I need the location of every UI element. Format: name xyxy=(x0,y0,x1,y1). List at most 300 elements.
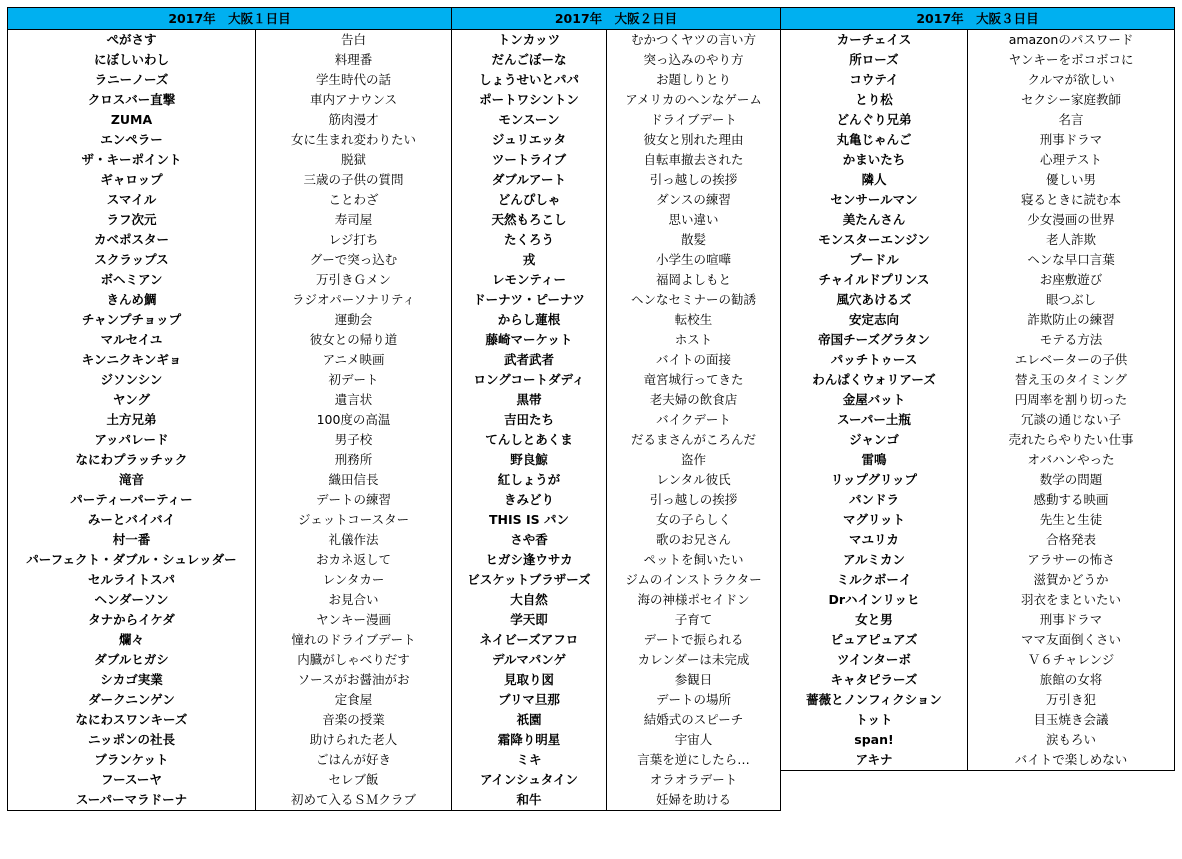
topic-cell: amazonのパスワード xyxy=(968,30,1175,51)
topic-cell: 引っ越しの挨拶 xyxy=(607,170,781,190)
table-row xyxy=(8,190,452,210)
topic-cell: おカネ返して xyxy=(256,550,452,570)
topic-cell: レンタル彼氏 xyxy=(607,470,781,490)
topic-cell: 初めて入るＳＭクラブ xyxy=(256,790,452,811)
topic-cell: レンタカー xyxy=(256,570,452,590)
day1-header: 2017年 大阪１日目 xyxy=(8,8,452,30)
combo-name-cell: どんぴしゃ xyxy=(452,190,607,210)
combo-name-cell: セルライトスパ xyxy=(8,570,256,590)
topic-cell: 転校生 xyxy=(607,310,781,330)
table-row xyxy=(8,30,452,51)
combo-name-cell: ヤング xyxy=(8,390,256,410)
combo-name-cell: スマイル xyxy=(8,190,256,210)
table-row xyxy=(452,770,781,790)
topic-cell: 刑事ドラマ xyxy=(968,130,1175,150)
topic-cell: ソースがお醤油がお xyxy=(256,670,452,690)
combo-name-cell: 天然もろこし xyxy=(452,210,607,230)
combo-name-cell: パーフェクト・ダブル・シュレッダー xyxy=(8,550,256,570)
table-row xyxy=(452,610,781,630)
topic-cell: ごはんが好き xyxy=(256,750,452,770)
topic-cell: 感動する映画 xyxy=(968,490,1175,510)
combo-name-cell: カーチェイス xyxy=(781,30,968,51)
combo-name-cell: ビスケットブラザーズ xyxy=(452,570,607,590)
topic-cell: 名言 xyxy=(968,110,1175,130)
combo-name-cell: しょうせいとパパ xyxy=(452,70,607,90)
topic-cell: ラジオパーソナリティ xyxy=(256,290,452,310)
combo-name-cell: トンカッツ xyxy=(452,30,607,51)
combo-name-cell: ザ・キーポイント xyxy=(8,150,256,170)
table-row xyxy=(8,450,452,470)
combo-name-cell: シカゴ実業 xyxy=(8,670,256,690)
combo-name-cell: 武者武者 xyxy=(452,350,607,370)
table-row xyxy=(452,370,781,390)
day3-header: 2017年 大阪３日目 xyxy=(781,8,1175,30)
table-row xyxy=(8,150,452,170)
combo-name-cell: レモンティー xyxy=(452,270,607,290)
topic-cell: レジ打ち xyxy=(256,230,452,250)
combo-name-cell: ぺがさす xyxy=(8,30,256,51)
table-row xyxy=(781,250,1175,270)
table-row xyxy=(781,550,1175,570)
combo-name-cell: 雷鳴 xyxy=(781,450,968,470)
table-row xyxy=(781,390,1175,410)
topic-cell: 旅館の女将 xyxy=(968,670,1175,690)
topic-cell: 優しい男 xyxy=(968,170,1175,190)
topic-cell: ヘンなセミナーの勧誘 xyxy=(607,290,781,310)
topic-cell: 冗談の通じない子 xyxy=(968,410,1175,430)
table-row xyxy=(452,30,781,51)
topic-cell: モテる方法 xyxy=(968,330,1175,350)
combo-name-cell: パンドラ xyxy=(781,490,968,510)
topic-cell: 定食屋 xyxy=(256,690,452,710)
topic-cell: 数学の問題 xyxy=(968,470,1175,490)
table-row xyxy=(781,470,1175,490)
table-row xyxy=(452,510,781,530)
combo-name-cell: 祇園 xyxy=(452,710,607,730)
table-row xyxy=(781,130,1175,150)
combo-name-cell: 所ローズ xyxy=(781,50,968,70)
table-row xyxy=(452,150,781,170)
table-row xyxy=(452,530,781,550)
combo-name-cell: 見取り図 xyxy=(452,670,607,690)
topic-cell: 福岡よしもと xyxy=(607,270,781,290)
combo-name-cell: ニッポンの社長 xyxy=(8,730,256,750)
combo-name-cell: なにわスワンキーズ xyxy=(8,710,256,730)
topic-cell: 料理番 xyxy=(256,50,452,70)
table-row xyxy=(452,470,781,490)
table-row xyxy=(8,210,452,230)
table-row xyxy=(781,150,1175,170)
table-row xyxy=(8,770,452,790)
table-row xyxy=(452,490,781,510)
combo-name-cell: 安定志向 xyxy=(781,310,968,330)
combo-name-cell: とり松 xyxy=(781,90,968,110)
combo-name-cell: ロングコートダディ xyxy=(452,370,607,390)
topic-cell: セクシー家庭教師 xyxy=(968,90,1175,110)
combo-name-cell: 霜降り明星 xyxy=(452,730,607,750)
combo-name-cell: 藤崎マーケット xyxy=(452,330,607,350)
table-row xyxy=(8,470,452,490)
table-row xyxy=(452,670,781,690)
topic-cell: Ｖ６チャレンジ xyxy=(968,650,1175,670)
topic-cell: 滋賀かどうか xyxy=(968,570,1175,590)
topic-cell: 筋肉漫才 xyxy=(256,110,452,130)
combo-name-cell: 帝国チーズグラタン xyxy=(781,330,968,350)
topic-cell: ジムのインストラクター xyxy=(607,570,781,590)
table-row xyxy=(452,250,781,270)
table-row xyxy=(452,170,781,190)
topic-cell: アニメ映画 xyxy=(256,350,452,370)
topic-cell: 刑務所 xyxy=(256,450,452,470)
topic-cell: だるまさんがころんだ xyxy=(607,430,781,450)
combo-name-cell: ダークニンゲン xyxy=(8,690,256,710)
table-row xyxy=(781,170,1175,190)
topic-cell: 万引きＧメン xyxy=(256,270,452,290)
table-row xyxy=(8,730,452,750)
combo-name-cell: 爛々 xyxy=(8,630,256,650)
table-row xyxy=(8,410,452,430)
table-row xyxy=(452,730,781,750)
combo-name-cell: コウテイ xyxy=(781,70,968,90)
table-row xyxy=(781,610,1175,630)
topic-cell: 三歳の子供の質問 xyxy=(256,170,452,190)
table-row xyxy=(781,70,1175,90)
table-row xyxy=(452,410,781,430)
topic-cell: 涙もろい xyxy=(968,730,1175,750)
topic-cell: セレブ飯 xyxy=(256,770,452,790)
table-row xyxy=(452,50,781,70)
table-row xyxy=(8,670,452,690)
table-row xyxy=(452,230,781,250)
combo-name-cell: 学天即 xyxy=(452,610,607,630)
table-row xyxy=(8,70,452,90)
table-row xyxy=(781,490,1175,510)
combo-name-cell: どんぐり兄弟 xyxy=(781,110,968,130)
topic-cell: 車内アナウンス xyxy=(256,90,452,110)
table-row xyxy=(781,90,1175,110)
combo-name-cell: タナからイケダ xyxy=(8,610,256,630)
combo-name-cell: みーとバイバイ xyxy=(8,510,256,530)
topic-cell: ドライブデート xyxy=(607,110,781,130)
table-row xyxy=(781,630,1175,650)
combo-name-cell: ネイビーズアフロ xyxy=(452,630,607,650)
topic-cell: 子育て xyxy=(607,610,781,630)
topic-cell: 結婚式のスピーチ xyxy=(607,710,781,730)
table-row xyxy=(452,90,781,110)
topic-cell: バイトで楽しめない xyxy=(968,750,1175,771)
combo-name-cell: ポートワシントン xyxy=(452,90,607,110)
topic-cell: 寿司屋 xyxy=(256,210,452,230)
table-row xyxy=(452,70,781,90)
topic-cell: ヘンな早口言葉 xyxy=(968,250,1175,270)
table-row xyxy=(452,650,781,670)
table-row xyxy=(8,530,452,550)
combo-name-cell: スーパーマラドーナ xyxy=(8,790,256,811)
topic-cell: オバハンやった xyxy=(968,450,1175,470)
combo-name-cell: 薔薇とノンフィクション xyxy=(781,690,968,710)
combo-name-cell: クロスバー直撃 xyxy=(8,90,256,110)
table-row xyxy=(781,110,1175,130)
table-row xyxy=(781,750,1175,771)
combo-name-cell: 村一番 xyxy=(8,530,256,550)
table-row xyxy=(452,450,781,470)
topic-cell: 寝るときに読む本 xyxy=(968,190,1175,210)
topic-cell: 散髪 xyxy=(607,230,781,250)
combo-name-cell: モンスーン xyxy=(452,110,607,130)
topic-cell: お見合い xyxy=(256,590,452,610)
topic-cell: お題しりとり xyxy=(607,70,781,90)
table-row xyxy=(781,690,1175,710)
topic-cell: 羽衣をまといたい xyxy=(968,590,1175,610)
table-row xyxy=(8,250,452,270)
table-row xyxy=(781,710,1175,730)
topic-cell: ホスト xyxy=(607,330,781,350)
combo-name-cell: ラニーノーズ xyxy=(8,70,256,90)
combo-name-cell: トット xyxy=(781,710,968,730)
topic-cell: デートで振られる xyxy=(607,630,781,650)
combo-name-cell: ボヘミアン xyxy=(8,270,256,290)
table-row xyxy=(8,610,452,630)
topic-cell: 学生時代の話 xyxy=(256,70,452,90)
combo-name-cell: ピュアピュアズ xyxy=(781,630,968,650)
topic-cell: ことわざ xyxy=(256,190,452,210)
table-row xyxy=(452,210,781,230)
combo-name-cell: ZUMA xyxy=(8,110,256,130)
combo-name-cell: 紅しょうが xyxy=(452,470,607,490)
combo-name-cell: ジソンシン xyxy=(8,370,256,390)
combo-name-cell: 野良鯨 xyxy=(452,450,607,470)
topic-cell: 女に生まれ変わりたい xyxy=(256,130,452,150)
table-row xyxy=(8,690,452,710)
combo-name-cell: てんしとあくま xyxy=(452,430,607,450)
topic-cell: 眼つぶし xyxy=(968,290,1175,310)
combo-name-cell: 土方兄弟 xyxy=(8,410,256,430)
combo-name-cell: さや香 xyxy=(452,530,607,550)
topic-cell: ダンスの練習 xyxy=(607,190,781,210)
topic-cell: 自転車撤去された xyxy=(607,150,781,170)
table-row xyxy=(781,230,1175,250)
table-row xyxy=(781,330,1175,350)
combo-name-cell: アッパレード xyxy=(8,430,256,450)
table-row xyxy=(781,30,1175,51)
topic-cell: 彼女と別れた理由 xyxy=(607,130,781,150)
combo-name-cell: span! xyxy=(781,730,968,750)
day2-table xyxy=(451,7,781,811)
combo-name-cell: パッチトゥース xyxy=(781,350,968,370)
combo-name-cell: たくろう xyxy=(452,230,607,250)
table-row xyxy=(8,230,452,250)
table-row xyxy=(8,750,452,770)
combo-name-cell: マグリット xyxy=(781,510,968,530)
table-row xyxy=(8,110,452,130)
table-row xyxy=(452,130,781,150)
table-row xyxy=(452,630,781,650)
topic-cell: 内臓がしゃべりだす xyxy=(256,650,452,670)
combo-name-cell: リップグリップ xyxy=(781,470,968,490)
table-row xyxy=(781,430,1175,450)
combo-name-cell: かまいたち xyxy=(781,150,968,170)
table-row xyxy=(781,530,1175,550)
table-row xyxy=(781,190,1175,210)
topic-cell: 円周率を割り切った xyxy=(968,390,1175,410)
topic-cell: 助けられた老人 xyxy=(256,730,452,750)
combo-name-cell: きみどり xyxy=(452,490,607,510)
table-row xyxy=(781,210,1175,230)
combo-name-cell: アルミカン xyxy=(781,550,968,570)
table-row xyxy=(781,670,1175,690)
table-row xyxy=(781,370,1175,390)
topic-cell: 女の子らしく xyxy=(607,510,781,530)
table-row xyxy=(452,750,781,770)
combo-name-cell: にぼしいわし xyxy=(8,50,256,70)
topic-cell: ペットを飼いたい xyxy=(607,550,781,570)
combo-name-cell: センサールマン xyxy=(781,190,968,210)
combo-name-cell: フースーヤ xyxy=(8,770,256,790)
topic-cell: デートの練習 xyxy=(256,490,452,510)
topic-cell: 告白 xyxy=(256,30,452,51)
combo-name-cell: カベポスター xyxy=(8,230,256,250)
topic-cell: 刑事ドラマ xyxy=(968,610,1175,630)
combo-name-cell: ミルクボーイ xyxy=(781,570,968,590)
topic-cell: アメリカのヘンなゲーム xyxy=(607,90,781,110)
day3-table xyxy=(780,7,1175,771)
topic-cell: 脱獄 xyxy=(256,150,452,170)
table-row xyxy=(781,650,1175,670)
combo-name-cell: スーパー土瓶 xyxy=(781,410,968,430)
topic-cell: 男子校 xyxy=(256,430,452,450)
table-row xyxy=(452,590,781,610)
day1-table xyxy=(7,7,452,811)
table-row xyxy=(8,310,452,330)
topic-cell: 売れたらやりたい仕事 xyxy=(968,430,1175,450)
topic-cell: 初デート xyxy=(256,370,452,390)
combo-name-cell: チャンプチョップ xyxy=(8,310,256,330)
combo-name-cell: ダブルアート xyxy=(452,170,607,190)
combo-name-cell: モンスターエンジン xyxy=(781,230,968,250)
topic-cell: 小学生の喧嘩 xyxy=(607,250,781,270)
table-row xyxy=(781,410,1175,430)
table-row xyxy=(8,290,452,310)
topic-cell: 参観日 xyxy=(607,670,781,690)
table-row xyxy=(452,310,781,330)
combo-name-cell: ドーナツ・ピーナツ xyxy=(452,290,607,310)
topic-cell: バイトの面接 xyxy=(607,350,781,370)
table-row xyxy=(8,570,452,590)
topic-cell: 心理テスト xyxy=(968,150,1175,170)
table-row xyxy=(8,330,452,350)
topic-cell: 宇宙人 xyxy=(607,730,781,750)
topic-cell: 思い違い xyxy=(607,210,781,230)
topic-cell: エレベーターの子供 xyxy=(968,350,1175,370)
topic-cell: ママ友面倒くさい xyxy=(968,630,1175,650)
topic-cell: グーで突っ込む xyxy=(256,250,452,270)
topic-cell: クルマが欲しい xyxy=(968,70,1175,90)
table-row xyxy=(452,430,781,450)
combo-name-cell: マユリカ xyxy=(781,530,968,550)
table-row xyxy=(781,510,1175,530)
combo-name-cell: ツートライブ xyxy=(452,150,607,170)
table-row xyxy=(8,490,452,510)
table-row xyxy=(8,630,452,650)
table-row xyxy=(452,270,781,290)
table-row xyxy=(8,350,452,370)
topic-cell: 老人詐欺 xyxy=(968,230,1175,250)
topic-cell: 先生と生徒 xyxy=(968,510,1175,530)
topic-cell: 妊婦を助ける xyxy=(607,790,781,811)
topic-cell: バイクデート xyxy=(607,410,781,430)
topic-cell: ヤンキー漫画 xyxy=(256,610,452,630)
table-row xyxy=(781,290,1175,310)
topic-cell: 遺言状 xyxy=(256,390,452,410)
combo-name-cell: ヘンダーソン xyxy=(8,590,256,610)
table-row xyxy=(8,170,452,190)
topic-cell: 彼女との帰り道 xyxy=(256,330,452,350)
topic-cell: むかつくヤツの言い方 xyxy=(607,30,781,51)
topic-cell: 運動会 xyxy=(256,310,452,330)
combo-name-cell: THIS IS パン xyxy=(452,510,607,530)
table-row xyxy=(452,390,781,410)
combo-name-cell: だんごぼーな xyxy=(452,50,607,70)
table-row xyxy=(452,690,781,710)
combo-name-cell: プードル xyxy=(781,250,968,270)
combo-name-cell: ヒガシ逢ウサカ xyxy=(452,550,607,570)
combo-name-cell: ギャロップ xyxy=(8,170,256,190)
table-row xyxy=(8,130,452,150)
table-row xyxy=(452,790,781,811)
table-row xyxy=(781,570,1175,590)
combo-name-cell: からし蓮根 xyxy=(452,310,607,330)
table-row xyxy=(452,550,781,570)
table-row xyxy=(781,310,1175,330)
topic-cell: 替え玉のタイミング xyxy=(968,370,1175,390)
combo-name-cell: ダブルヒガシ xyxy=(8,650,256,670)
combo-name-cell: 黒帯 xyxy=(452,390,607,410)
topic-cell: ジェットコースター xyxy=(256,510,452,530)
combo-name-cell: チャイルドプリンス xyxy=(781,270,968,290)
topic-cell: 盗作 xyxy=(607,450,781,470)
table-row xyxy=(8,710,452,730)
table-row xyxy=(781,590,1175,610)
combo-name-cell: ブランケット xyxy=(8,750,256,770)
combo-name-cell: キンニクキンギョ xyxy=(8,350,256,370)
topic-cell: 音楽の授業 xyxy=(256,710,452,730)
combo-name-cell: なにわプラッチック xyxy=(8,450,256,470)
combo-name-cell: きんめ鯛 xyxy=(8,290,256,310)
combo-name-cell: キャタピラーズ xyxy=(781,670,968,690)
table-row xyxy=(452,290,781,310)
combo-name-cell: わんぱくウォリアーズ xyxy=(781,370,968,390)
table-row xyxy=(452,710,781,730)
table-row xyxy=(8,550,452,570)
combo-name-cell: 大自然 xyxy=(452,590,607,610)
topic-cell: デートの場所 xyxy=(607,690,781,710)
table-row xyxy=(781,730,1175,750)
table-row xyxy=(8,270,452,290)
table-row xyxy=(781,350,1175,370)
combo-name-cell: 丸亀じゃんご xyxy=(781,130,968,150)
topic-cell: 100度の高温 xyxy=(256,410,452,430)
combo-name-cell: 滝音 xyxy=(8,470,256,490)
topic-cell: 引っ越しの挨拶 xyxy=(607,490,781,510)
table-row xyxy=(452,190,781,210)
combo-name-cell: デルマパンゲ xyxy=(452,650,607,670)
combo-name-cell: 美たんさん xyxy=(781,210,968,230)
table-row xyxy=(781,50,1175,70)
combo-name-cell: 隣人 xyxy=(781,170,968,190)
topic-cell: 歌のお兄さん xyxy=(607,530,781,550)
combo-name-cell: ジャンゴ xyxy=(781,430,968,450)
topic-cell: 合格発表 xyxy=(968,530,1175,550)
